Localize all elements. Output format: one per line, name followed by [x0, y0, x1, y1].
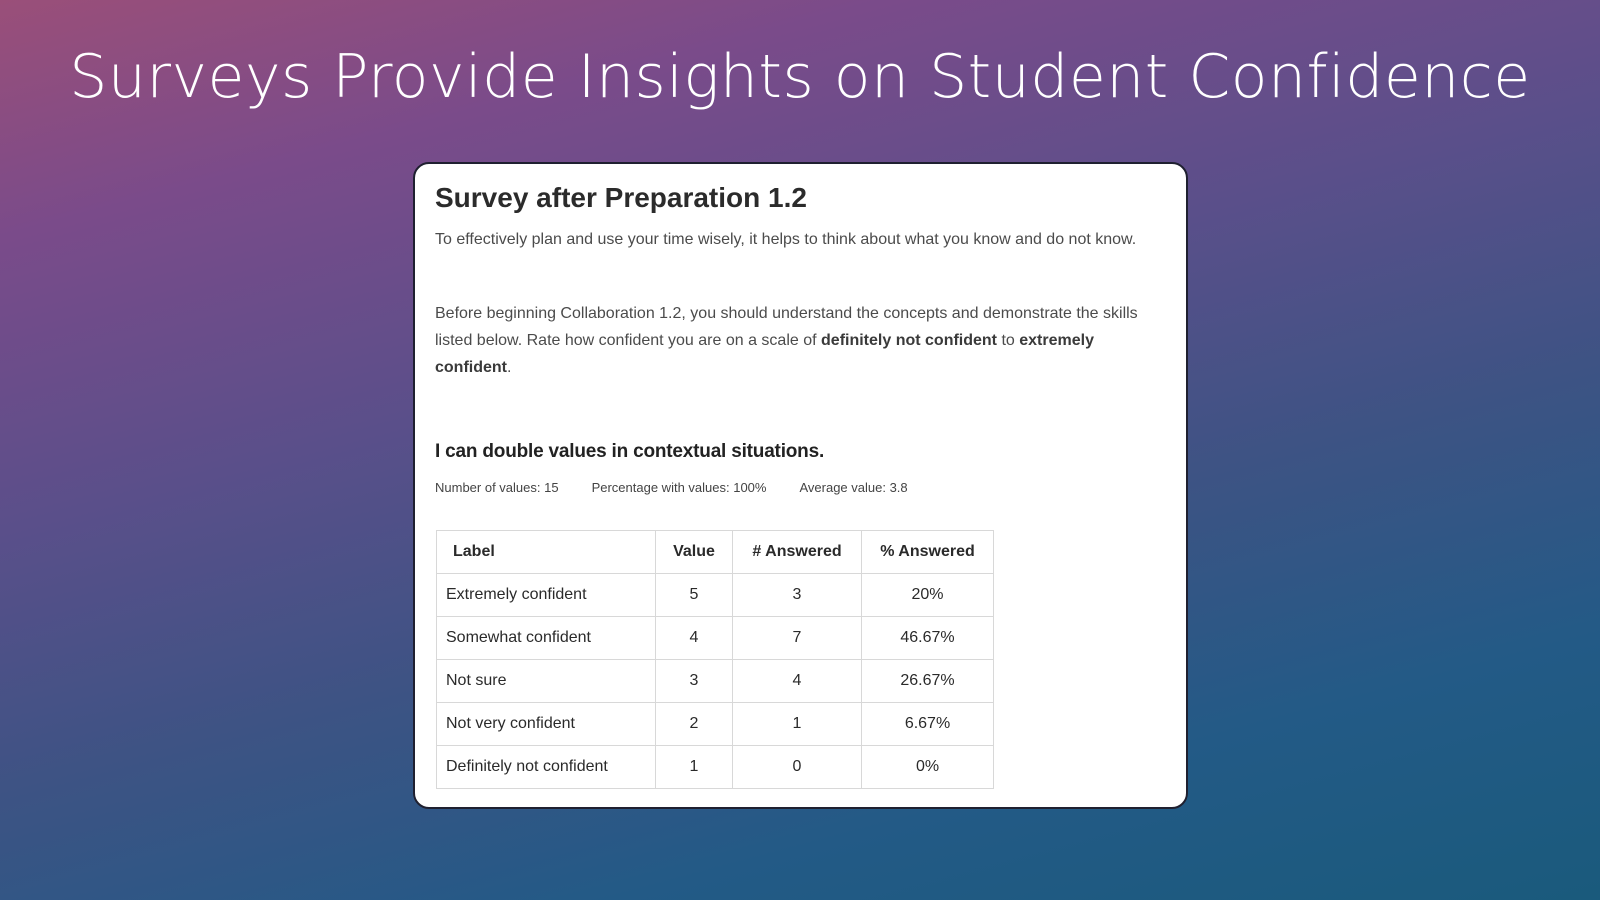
cell-answered-count: 7: [733, 617, 862, 660]
instructions-text: Before beginning Collaboration 1.2, you should understand the concepts and demonstrate the skills listed below. Rate how confident you are on a scale of: [435, 305, 1138, 349]
cell-answered-count: 3: [733, 574, 862, 617]
stat-percentage-with-values: Percentage with values: 100%: [591, 480, 767, 495]
table-row: [437, 746, 994, 789]
survey-title: Survey after Preparation 1.2: [435, 182, 807, 213]
cell-value: 4: [656, 617, 733, 660]
instructions-bold-low: definitely not confident: [821, 332, 998, 349]
cell-label: Not very confident: [437, 703, 656, 746]
slide-title: Surveys Provide Insights on Student Confidence: [69, 42, 1531, 112]
question-heading: I can double values in contextual situations.: [435, 441, 825, 462]
header-answered-percent: % Answered: [862, 531, 994, 574]
cell-answered-count: 1: [733, 703, 862, 746]
cell-value: 3: [656, 660, 733, 703]
cell-answered-count: 0: [733, 746, 862, 789]
cell-value: 2: [656, 703, 733, 746]
stat-number-of-values: Number of values: 15: [435, 480, 559, 495]
stat-average-value: Average value: 3.8: [799, 480, 908, 495]
table-header-row: [437, 531, 994, 574]
results-table: [436, 530, 994, 789]
cell-answered-percent: 0%: [862, 746, 994, 789]
table-row: [437, 660, 994, 703]
table-row: [437, 703, 994, 746]
cell-label: Somewhat confident: [437, 617, 656, 660]
header-value: Value: [656, 531, 733, 574]
cell-label: Definitely not confident: [437, 746, 656, 789]
table-row: [437, 574, 994, 617]
cell-value: 5: [656, 574, 733, 617]
cell-value: 1: [656, 746, 733, 789]
cell-answered-count: 4: [733, 660, 862, 703]
instructions-connector: to: [997, 332, 1020, 349]
cell-answered-percent: 26.67%: [862, 660, 994, 703]
table-row: [437, 617, 994, 660]
header-answered-count: # Answered: [733, 531, 862, 574]
intro-paragraph: To effectively plan and use your time wisely, it helps to think about what you know and do not know.: [435, 231, 1137, 248]
cell-answered-percent: 46.67%: [862, 617, 994, 660]
instructions-paragraph: [435, 300, 1155, 381]
cell-answered-percent: 20%: [862, 574, 994, 617]
question-stats: [435, 480, 941, 495]
header-label: Label: [437, 531, 656, 574]
cell-label: Extremely confident: [437, 574, 656, 617]
cell-label: Not sure: [437, 660, 656, 703]
survey-card: [413, 162, 1188, 809]
instructions-bold-high: extremely confident: [435, 332, 1094, 376]
cell-answered-percent: 6.67%: [862, 703, 994, 746]
instructions-end: .: [507, 359, 512, 376]
